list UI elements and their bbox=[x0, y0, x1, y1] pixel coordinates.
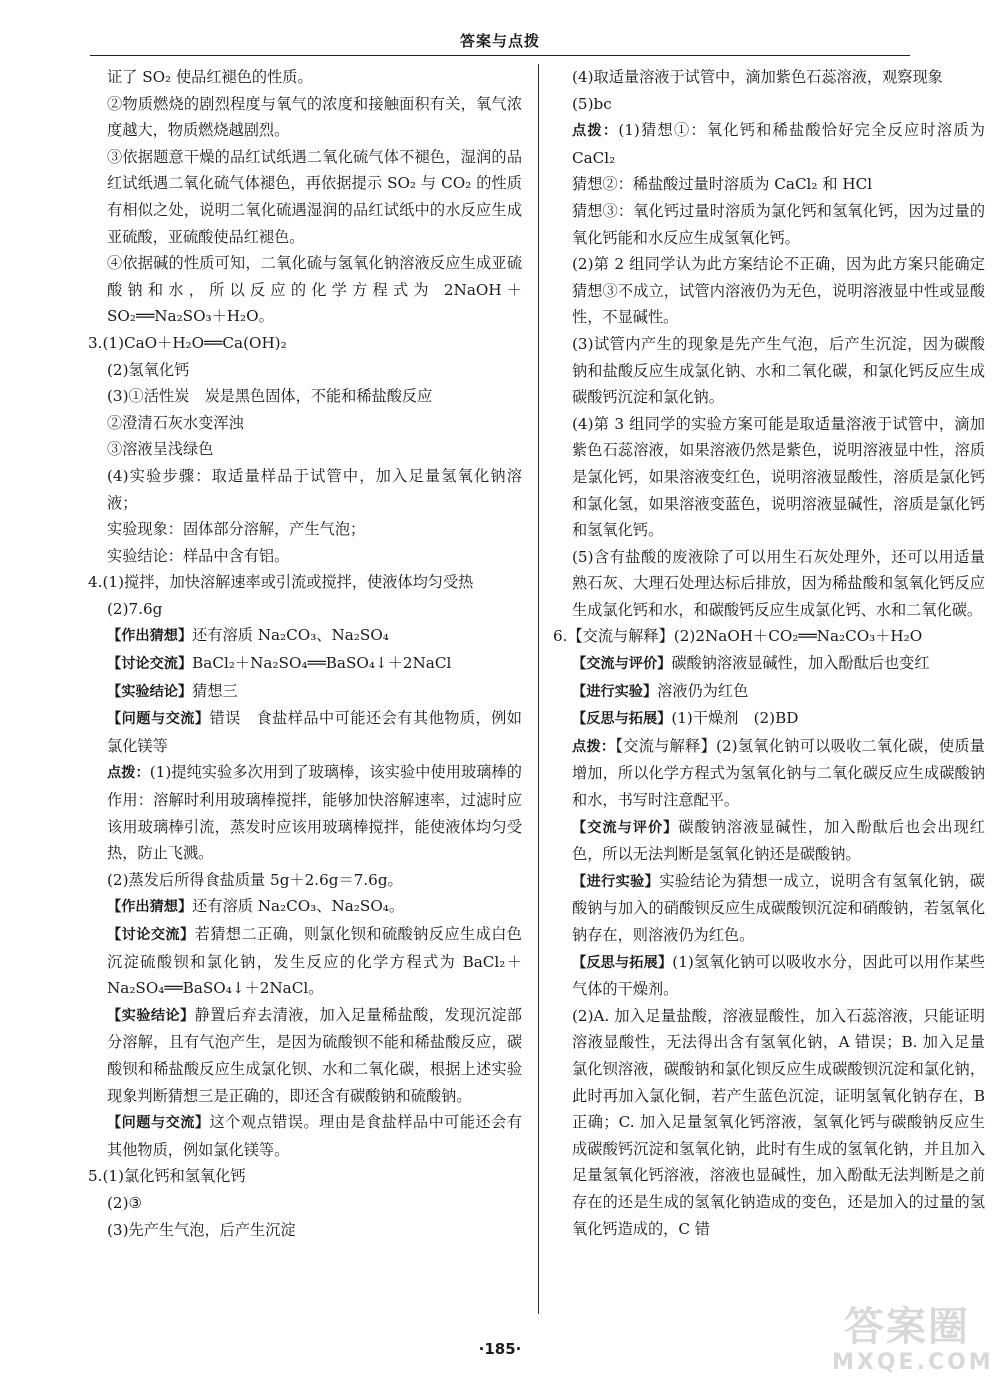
paragraph bbox=[88, 1217, 522, 1244]
bold-label: 点拨： bbox=[572, 738, 616, 755]
paragraph bbox=[553, 171, 985, 198]
left-column bbox=[88, 64, 522, 1243]
paragraph bbox=[553, 678, 985, 706]
bold-label: 点拨： bbox=[572, 123, 619, 140]
paragraph-text: 实验现象：固体部分溶解，产生气泡； bbox=[107, 520, 366, 539]
bold-label: 【进行实验】 bbox=[572, 873, 660, 890]
right-column bbox=[553, 64, 985, 1242]
paragraph bbox=[553, 251, 985, 331]
paragraph-text: (1)提纯实验多次用到了玻璃棒，该实验中使用玻璃棒的作用：溶解时利用玻璃棒搅拌，能够加快溶解速率，过滤时应该用玻璃棒引流，蒸发时应该用玻璃棒搅拌，能使液体均匀受热，防止飞溅。 bbox=[107, 763, 522, 863]
bold-label: 【反思与拓展】 bbox=[572, 954, 673, 971]
bold-label: 【进行实验】 bbox=[572, 683, 658, 700]
paragraph-text: ④依据碱的性质可知，二氧化硫与氢氧化钠溶液反应生成亚硫酸钠和水，所以反应的化学方程式为 2NaOH＋SO₂══Na₂SO₃＋H₂O。 bbox=[107, 254, 522, 326]
paragraph-text: 溶液仍为红色 bbox=[657, 681, 749, 700]
paragraph bbox=[88, 622, 522, 650]
paragraph-text: ③溶液呈浅绿色 bbox=[107, 440, 214, 459]
paragraph-text: 碳酸钠溶液显碱性，加入酚酞后也会出现红色，所以无法判断是氢氧化钠还是碳酸钠。 bbox=[572, 817, 985, 864]
paragraph-text: (3)①活性炭 炭是黑色固体，不能和稀盐酸反应 bbox=[107, 387, 433, 406]
paragraph bbox=[553, 411, 985, 544]
paragraph-text: 5.(1)氯化钙和氢氧化钙 bbox=[88, 1167, 246, 1186]
paragraph-text: 这个观点错误。理由是食盐样品中可能还会有其他物质，例如氯化镁等。 bbox=[107, 1113, 522, 1159]
paragraph-text: (3)试管内产生的现象是先产生气泡，后产生沉淀，因为碳酸钠和盐酸反应生成氯化钠、水和二氧化碳，和氯化钙反应生成碳酸钙沉淀和氯化钠。 bbox=[572, 334, 985, 407]
paragraph bbox=[553, 198, 985, 251]
paragraph-text: ③依据题意干燥的品红试纸遇二氧化硫气体不褪色，湿润的品红试纸遇二氧化硫气体褪色，再依据提示 SO₂ 与 CO₂ 的性质有相似之处，说明二氧化硫遇湿润的品红试纸中的水反应生成亚硫酸，亚硫酸使品红褪色。 bbox=[107, 147, 522, 246]
paragraph bbox=[553, 1003, 985, 1242]
paragraph bbox=[88, 759, 522, 866]
paragraph-text: ②物质燃烧的剧烈程度与氧气的浓度和接触面积有关，氧气浓度越大，物质燃烧越剧烈。 bbox=[107, 94, 522, 140]
paragraph bbox=[88, 678, 522, 706]
paragraph-text: (2)7.6g bbox=[107, 599, 163, 618]
paragraph-text: (4)第 3 组同学的实验方案可能是取适量溶液于试管中，滴加紫色石蕊溶液，如果溶液仍然是紫色，说明溶液显中性，溶质是氯化钙，如果溶液变红色，说明溶液显酸性，溶质是氯化钙和氯化氢，如果溶液变蓝色，说明溶液显碱性，溶质是氯化钙和氢氧化钙。 bbox=[572, 414, 985, 540]
paragraph-text: (4)取适量溶液于试管中，滴加紫色石蕊溶液，观察现象 bbox=[572, 68, 943, 86]
paragraph bbox=[88, 543, 522, 570]
paragraph bbox=[88, 893, 522, 921]
paragraph-text: 猜想②：稀盐酸过量时溶质为 CaCl₂ 和 HCl bbox=[572, 175, 873, 194]
paragraph bbox=[553, 117, 985, 171]
paragraph-text: 静置后弃去清液，加入足量稀盐酸，发现沉淀部分溶解，且有气泡产生，是因为硫酸钡不能和稀盐酸反应，碳酸钡和稀盐酸反应生成氯化钡、水和二氧化碳，根据上述实验现象判断猜想三是正确的，即还含有碳酸钠和硫酸钠。 bbox=[107, 1005, 522, 1105]
bold-label: 点拨： bbox=[107, 765, 150, 782]
paragraph-text: 若猜想二正确，则氯化钡和硫酸钠反应生成白色沉淀硫酸钡和氯化钠，发生反应的化学方程式为 BaCl₂＋Na₂SO₄══BaSO₄↓＋2NaCl。 bbox=[107, 925, 522, 998]
paragraph-text: (1)猜想①：氧化钙和稀盐酸恰好完全反应时溶质为 CaCl₂ bbox=[572, 121, 985, 167]
paragraph-text: 碳酸钠溶液显碱性，加入酚酞后也变红 bbox=[671, 654, 930, 673]
paragraph bbox=[553, 868, 985, 949]
paragraph-text: 6.【交流与解释】(2)2NaOH＋CO₂══Na₂CO₃＋H₂O bbox=[553, 627, 923, 646]
paragraph bbox=[553, 64, 985, 91]
paragraph bbox=[88, 463, 522, 516]
paragraph bbox=[553, 949, 985, 1003]
paragraph bbox=[88, 383, 522, 410]
paragraph bbox=[553, 623, 985, 650]
paragraph-text: 3.(1)CaO＋H₂O══Ca(OH)₂ bbox=[88, 333, 287, 352]
bold-label: 【交流与评价】 bbox=[572, 656, 672, 673]
paragraph-text: ②澄清石灰水变浑浊 bbox=[107, 413, 244, 432]
bold-label: 【实验结论】 bbox=[107, 683, 193, 700]
paragraph bbox=[88, 410, 522, 437]
paragraph bbox=[88, 91, 522, 144]
paragraph bbox=[88, 436, 522, 463]
paragraph bbox=[88, 569, 522, 596]
paragraph bbox=[553, 650, 985, 678]
paragraph-text: BaCl₂＋Na₂SO₄══BaSO₄↓＋2NaCl bbox=[192, 654, 452, 673]
bold-label: 【讨论交流】 bbox=[107, 927, 195, 943]
bold-label: 【实验结论】 bbox=[107, 1007, 195, 1024]
page-number: ·185· bbox=[478, 1340, 522, 1358]
paragraph-text: 【交流与解释】(2)氢氧化钠可以吸收二氧化碳，使质量增加，所以化学方程式为氢氧化钠与二氧化碳反应生成碳酸钠和水，书写时注意配平。 bbox=[572, 736, 985, 810]
column-divider bbox=[538, 64, 539, 1314]
paragraph-text: (5)含有盐酸的废液除了可以用生石灰处理外，还可以用适量熟石灰、大理石处理达标后排放，因为稀盐酸和氢氧化钙反应生成氯化钙和水，和碳酸钙反应生成氯化钙、水和二氧化碳。 bbox=[572, 547, 985, 619]
bold-label: 【作出猜想】 bbox=[107, 628, 193, 645]
paragraph bbox=[88, 357, 522, 384]
paragraph-text: 还有溶质 Na₂CO₃、Na₂SO₄。 bbox=[192, 897, 405, 916]
paragraph bbox=[88, 867, 522, 894]
paragraph bbox=[88, 1109, 522, 1163]
bold-label: 【反思与拓展】 bbox=[572, 711, 672, 728]
paragraph bbox=[88, 64, 522, 91]
page-header: 答案与点拨 bbox=[459, 32, 540, 50]
paragraph-text: (1)氢氧化钠可以吸收水分，因此可以用作某些气体的干燥剂。 bbox=[572, 952, 985, 999]
paragraph bbox=[553, 91, 985, 118]
paragraph-text: (4)实验步骤：取适量样品于试管中，加入足量氢氧化钠溶液； bbox=[107, 466, 522, 512]
paragraph-text: 猜想三 bbox=[192, 681, 238, 700]
paragraph bbox=[88, 250, 522, 330]
paragraph-text: (5)bc bbox=[572, 94, 612, 113]
paragraph bbox=[553, 544, 985, 624]
paragraph bbox=[88, 1002, 522, 1109]
paragraph bbox=[553, 814, 985, 868]
watermark-logo: 答案圈 MXQE.COM bbox=[832, 1304, 994, 1375]
paragraph bbox=[88, 921, 522, 1002]
paragraph-text: 实验结论为猜想一成立，说明含有氢氧化钠，碳酸钠与加入的硝酸钡反应生成碳酸钡沉淀和硝酸钠，若氢氧化钠存在，则溶液仍为红色。 bbox=[572, 871, 985, 944]
paragraph-text: 证了 SO₂ 使品红褪色的性质。 bbox=[107, 68, 313, 86]
bold-label: 【讨论交流】 bbox=[107, 656, 193, 673]
paragraph-text: 4.(1)搅拌，加快溶解速率或引流或搅拌，使液体均匀受热 bbox=[88, 573, 474, 592]
paragraph-text: (3)先产生气泡，后产生沉淀 bbox=[107, 1220, 296, 1239]
bold-label: 【问题与交流】 bbox=[107, 711, 210, 728]
bold-label: 【问题与交流】 bbox=[107, 1115, 210, 1132]
paragraph-text: 还有溶质 Na₂CO₃、Na₂SO₄ bbox=[192, 626, 389, 645]
paragraph bbox=[88, 705, 522, 759]
paragraph-text: (2)A. 加入足量盐酸，溶液显酸性，加入石蕊溶液，只能证明溶液显酸性，无法得出含有氢氧化钠，A 错误；B. 加入足量氯化钡溶液，碳酸钠和氯化钡反应生成碳酸钡沉淀和氯化钠，此时再加入氯化铜，若产生蓝色沉淀，证明氢氧化钠存在，B 正确；C. 加入足量氢氧化钙溶液，氢氧化钙与碳酸钠反应生成碳酸钙沉淀和氢氧化钠，此时有生成的氢氧化钠，并且加入足量氢氧化钙溶液，溶液也显碱性，加入酚酞无法判断是之前存在的还是生成的氢氧化钠造成的变色，还是加入的过量的氢氧化钙造成的，C 错 bbox=[572, 1006, 985, 1238]
paragraph bbox=[553, 733, 985, 814]
paragraph bbox=[88, 516, 522, 543]
paragraph-text: (2)③ bbox=[107, 1193, 143, 1212]
paragraph bbox=[88, 330, 522, 357]
paragraph bbox=[553, 331, 985, 411]
bold-label: 【交流与评价】 bbox=[572, 819, 679, 836]
paragraph-text: (2)蒸发后所得食盐质量 5g＋2.6g＝7.6g。 bbox=[107, 870, 403, 889]
paragraph bbox=[88, 1190, 522, 1217]
paragraph bbox=[88, 144, 522, 250]
header-rule bbox=[90, 55, 910, 56]
paragraph-text: (1)干燥剂 (2)BD bbox=[671, 709, 799, 728]
paragraph-text: 错误 食盐样品中可能还会有其他物质，例如氯化镁等 bbox=[107, 709, 522, 755]
paragraph-text: 猜想③：氧化钙过量时溶质为氯化钙和氢氧化钙，因为过量的氧化钙能和水反应生成氢氧化钙。 bbox=[572, 201, 985, 247]
paragraph-text: 实验结论：样品中含有铝。 bbox=[107, 546, 290, 565]
paragraph bbox=[553, 705, 985, 733]
paragraph bbox=[88, 650, 522, 678]
paragraph bbox=[88, 1163, 522, 1190]
paragraph-text: (2)氢氧化钙 bbox=[107, 360, 190, 379]
bold-label: 【作出猜想】 bbox=[107, 899, 193, 916]
paragraph bbox=[88, 596, 522, 623]
paragraph-text: (2)第 2 组同学认为此方案结论不正确，因为此方案只能确定猜想③不成立，试管内溶液仍为无色，说明溶液显中性或显酸性，不显碱性。 bbox=[572, 255, 985, 327]
